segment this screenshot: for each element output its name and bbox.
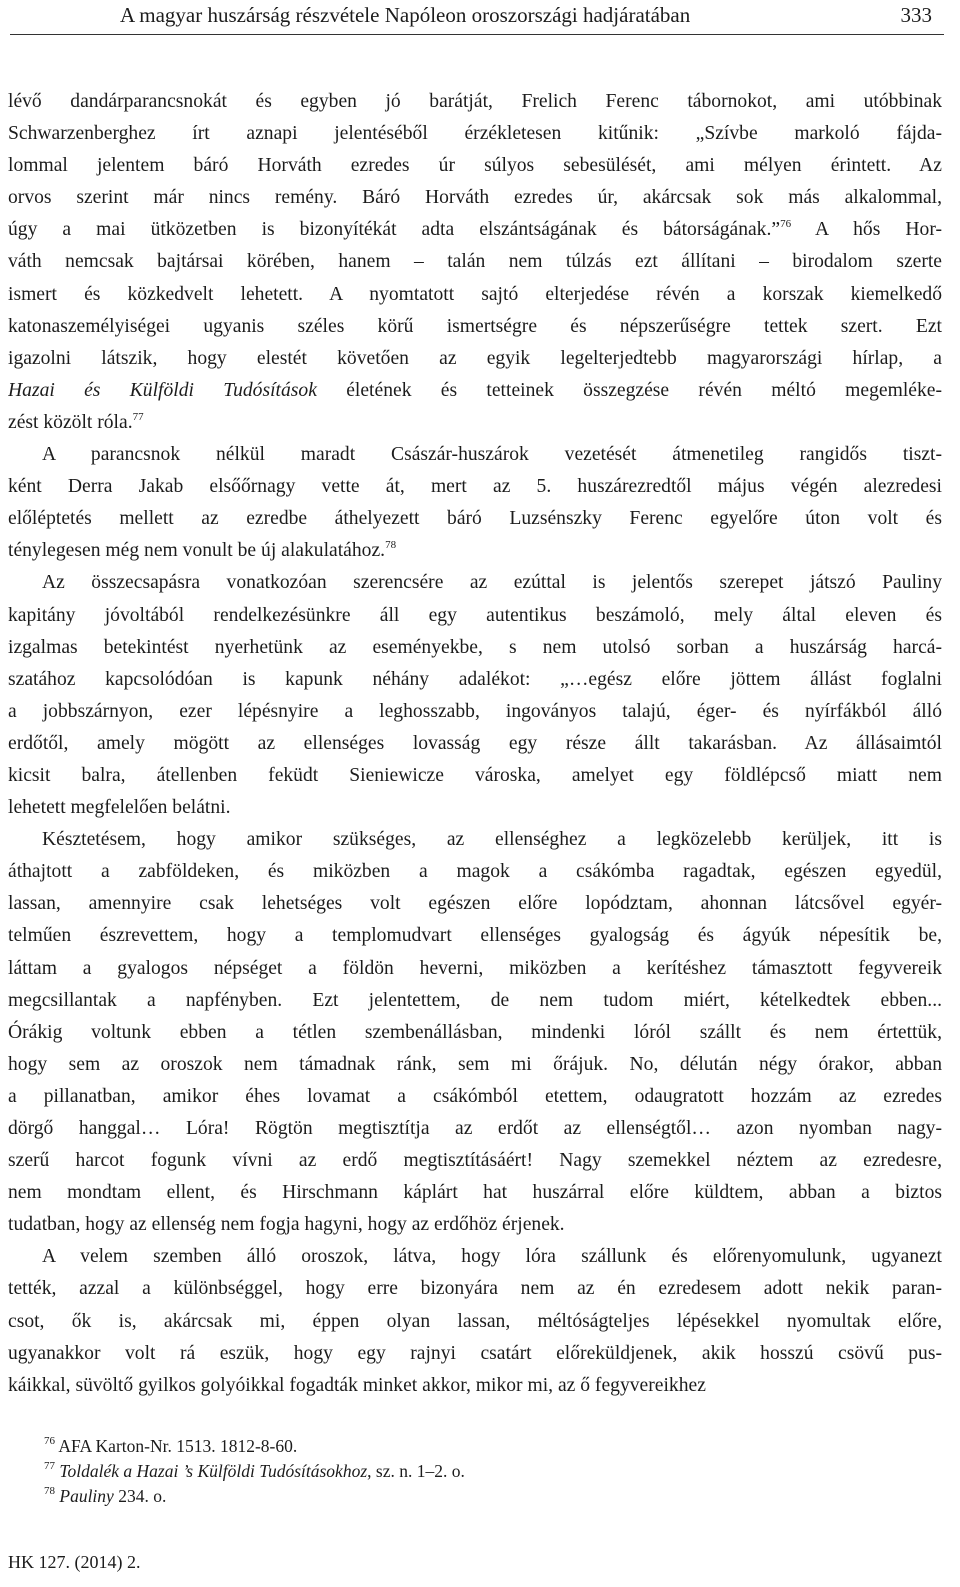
text-run: áthajtott a zabföldeken, és miközben a magok a csákómba ragadtak, egészen egyedül, — [8, 861, 942, 883]
running-header — [10, 0, 944, 35]
text-line — [8, 1017, 942, 1049]
text-line — [8, 118, 942, 150]
text-run: 234. o. — [113, 1486, 167, 1506]
text-run: szatához kapcsolódóan is kapunk néhány adalékot: „…egész előre jöttem állást foglalni — [8, 668, 942, 690]
text-line — [8, 664, 942, 696]
journal-footer: HK 127. (2014) 2. — [8, 1552, 141, 1572]
text-run: Schwarzenberghez írt aznapi jelentéséből érzékletesen kitűnik: „Szívbe markoló fájda- — [8, 123, 942, 145]
paragraph — [8, 439, 942, 567]
text-run: ismert és közkedvelt lehetett. A nyomtatott sajtó elterjedése révén a korszak kiemelkedő — [8, 283, 942, 305]
text-run: A hős Hor- — [791, 219, 942, 241]
text-run: előléptetés mellett az ezredbe áthelyezett báró Luzsénszky Ferenc egyelőre úton volt és — [8, 508, 942, 530]
text-run: a pillanatban, amikor éhes lovamat a csákómból etettem, odaugratott hozzám az ezredes — [8, 1085, 942, 1107]
text-run: katonaszemélyiségei ugyanis széles körű ismertségre és népszerűségre tettek szert. Ezt — [8, 315, 942, 337]
text-run: káikkal, süvöltő gyilkos golyóikkal fogadták minket akkor, mikor mi, az ő fegyvereikhez — [8, 1374, 706, 1396]
text-run: tették, azzal a különbséggel, hogy erre bizonyára nem az én ezredesem adott nekik paran- — [8, 1278, 942, 1300]
footnote — [44, 1434, 940, 1459]
text-line — [8, 1113, 942, 1145]
text-line — [8, 311, 942, 343]
text-run: dörgő hanggal… Lóra! Rögtön megtisztítja az erdőt az ellenségtől… azon nyomban nagy- — [8, 1118, 942, 1139]
page-number: 333 — [900, 3, 932, 27]
text-run: , sz. n. 1–2. o. — [367, 1461, 465, 1481]
text-line — [8, 1049, 942, 1081]
text-run: csot, ők is, akárcsak mi, éppen olyan lassan, méltóságteljes lépésekkel nyomultak előre, — [8, 1310, 942, 1332]
text-line — [8, 1145, 942, 1177]
italic-title: Toldalék a Hazai ’s Külföldi Tudósításokhoz — [59, 1461, 368, 1481]
text-run: tudatban, hogy az ellenség nem fogja hagyni, hogy az erdőhöz érjenek. — [8, 1214, 565, 1236]
text-line — [8, 407, 942, 439]
text-line — [8, 343, 942, 375]
text-line — [8, 503, 942, 535]
text-run: nem mondtam ellent, és Hirschmann káplárt hat huszárral előre küldtem, abban a biztos — [8, 1182, 942, 1204]
text-run: Az összecsapásra vonatkozóan szerencsére az ezúttal is jelentős szerepet játszó Pauliny — [42, 572, 942, 594]
text-line — [8, 1273, 942, 1305]
text-run: hogy sem az oroszok nem támadnak ránk, sem mi őrájuk. No, délután négy órakor, abban — [8, 1053, 942, 1075]
text-run: szerű harcot fogunk vívni az erdő megtisztításáért! Nagy szemekkel néztem az ezredesre, — [8, 1150, 942, 1172]
text-run: Órákig voltunk ebben a tétlen szembenállásban, mindenki lóról szállt és nem értettük, — [8, 1021, 942, 1043]
running-header-title: A magyar huszárság részvétele Napóleon oroszországi hadjáratában — [120, 3, 691, 27]
text-line — [8, 1209, 942, 1241]
text-run: váth nemcsak bajtársai körében, hanem – talán nem túlzás ezt állítani – birodalom szerte — [8, 251, 942, 273]
text-run: Késztetésem, hogy amikor szükséges, az ellenséghez a legközelebb kerüljek, itt is — [42, 829, 942, 851]
text-line — [8, 246, 942, 278]
text-run: lommal jelentem báró Horváth ezredes úr súlyos sebesülését, ami mélyen érintett. Az — [8, 155, 942, 177]
text-run: ként Derra Jakab elsőőrnagy vette át, mert az 5. huszárezredtől május végén alezredesi — [8, 476, 942, 498]
text-run: A parancsnok nélkül maradt Császár-huszárok vezetését átmenetileg rangidős tiszt- — [42, 444, 942, 466]
text-line — [8, 953, 942, 985]
footnote — [44, 1484, 940, 1509]
text-run: lassan, amennyire csak lehetséges volt egészen előre lopództam, ahonnan látcsővel egyér- — [8, 893, 942, 915]
text-line — [8, 856, 942, 888]
text-line — [8, 1081, 942, 1113]
text-line — [8, 1370, 942, 1402]
footnote-ref: 77 — [132, 410, 144, 423]
text-line — [8, 696, 942, 728]
text-run: a jobbszárnyon, ezer lépésnyire a leghosszabb, ingoványos talajú, éger- és nyírfákból álló — [8, 700, 942, 722]
text-line — [8, 920, 942, 952]
text-line — [8, 567, 942, 599]
text-run: úgy a mai ütközetben is bizonyítékát adta elszántságának és bátorságának.” — [8, 219, 781, 241]
text-line — [8, 1241, 942, 1273]
text-line — [8, 150, 942, 182]
text-line — [8, 471, 942, 503]
text-run: ugyanakkor volt rá eszük, hogy egy rajnyi csatárt előreküldjenek, akik hosszú csövű pus- — [8, 1342, 942, 1364]
text-run: kapitány jóvoltából rendelkezésünkre áll egy autentikus beszámoló, mely által eleven és — [8, 604, 942, 626]
body-text — [8, 86, 942, 1402]
text-line — [8, 985, 942, 1017]
text-line — [8, 600, 942, 632]
text-run: kicsit balra, átellenben feküdt Sieniewicze városka, amelyet egy földlépcső miatt nem — [8, 764, 942, 786]
text-line — [8, 86, 942, 118]
italic-title: Hazai és Külföldi Tudósítások — [8, 379, 317, 401]
text-run: megcsillantak a napfényben. Ezt jelentettem, de nem tudom miért, kételkedtek ebben... — [8, 989, 942, 1011]
text-line — [8, 182, 942, 214]
paragraph — [8, 1241, 942, 1401]
text-line — [8, 439, 942, 471]
text-run: zést közölt róla. — [8, 411, 133, 433]
text-line — [8, 279, 942, 311]
footnote — [44, 1459, 940, 1484]
text-run: lehetett megfelelően belátni. — [8, 797, 231, 819]
text-run: ténylegesen még nem vonult be új alakulatához. — [8, 540, 386, 562]
paragraph — [8, 567, 942, 824]
footnote-ref: 76 — [780, 218, 792, 231]
text-line — [8, 1338, 942, 1370]
footnote-number: 77 — [44, 1460, 55, 1472]
text-line — [8, 760, 942, 792]
text-run: lévő dandárparancsnokát és egyben jó barátját, Frelich Ferenc tábornokot, ami utóbbinak — [8, 91, 942, 112]
text-line — [8, 535, 942, 567]
footnotes — [44, 1434, 940, 1509]
text-run: láttam a gyalogos népséget a földön heverni, miközben a kerítéshez támasztott fegyvereik — [8, 957, 942, 979]
text-line — [8, 888, 942, 920]
text-run: izgalmas betekintést nyerhetünk az eseményekbe, s nem utolsó sorban a huszárság harcá- — [8, 636, 942, 658]
text-line — [8, 632, 942, 664]
paragraph — [8, 86, 942, 439]
text-run: orvos szerint már nincs remény. Báró Horváth ezredes úr, akárcsak sok más alkalommal, — [8, 187, 942, 209]
italic-title: Pauliny — [59, 1486, 114, 1506]
footnote-number: 76 — [44, 1435, 55, 1447]
text-line — [8, 792, 942, 824]
text-line — [8, 728, 942, 760]
text-line — [8, 214, 942, 246]
text-run: erdőtől, amely mögött az ellenséges lovasság egy része állt takarásban. Az állásaimtól — [8, 732, 942, 754]
footnote-number: 78 — [44, 1485, 55, 1497]
text-run: AFA Karton-Nr. 1513. 1812-8-60. — [58, 1436, 298, 1456]
text-line — [8, 375, 942, 407]
text-run: telműen észrevettem, hogy a templomudvart ellenséges gyalogság és ágyúk népesítik be, — [8, 925, 942, 947]
text-line — [8, 1177, 942, 1209]
text-line — [8, 824, 942, 856]
paragraph — [8, 824, 942, 1241]
text-run: igazolni látszik, hogy elestét követően az egyik legelterjedtebb magyarországi hírlap, a — [8, 347, 942, 369]
text-line — [8, 1306, 942, 1338]
text-run: életének és tetteinek összegzése révén méltó megemléke- — [316, 379, 942, 401]
footnote-ref: 78 — [385, 539, 397, 552]
text-run: A velem szemben álló oroszok, látva, hogy lóra szállunk és előrenyomulunk, ugyanezt — [42, 1246, 942, 1268]
